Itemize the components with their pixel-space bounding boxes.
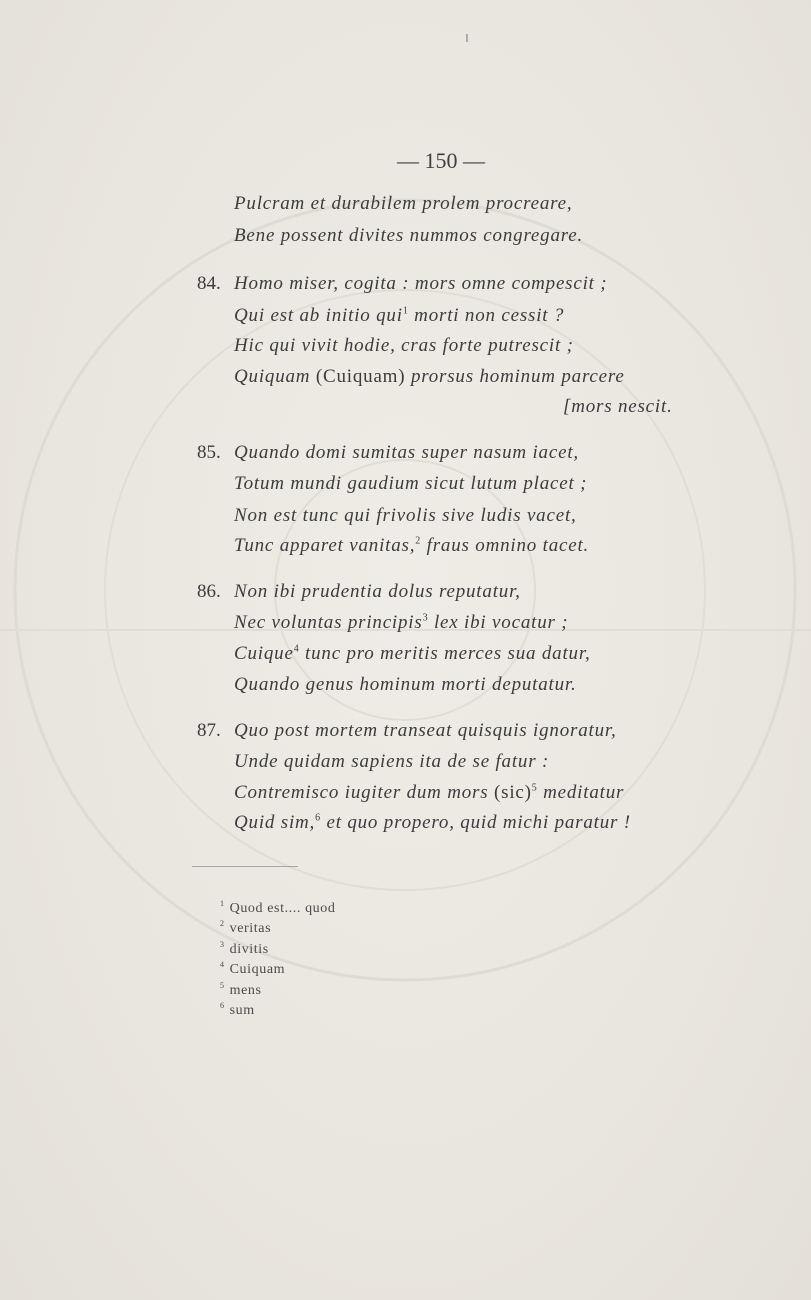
verse-line: Quo post mortem transeat quisquis ignoratur, <box>234 720 617 741</box>
library-stamp-watermark <box>0 160 811 1060</box>
footnote-ref: 6 <box>315 812 321 824</box>
verse-line-overflow: [mors nescit. <box>563 396 673 417</box>
verse-line: Quando domi sumitas super nasum iacet, <box>234 442 579 463</box>
verse-line: Homo miser, cogita : mors omne compescit ; <box>234 273 608 294</box>
verse-line: Hic qui vivit hodie, cras forte putrescit ; <box>234 335 574 356</box>
stanza-number: 86. <box>197 581 221 602</box>
verse-line: Non est tunc qui frivolis sive ludis vacet, <box>234 505 577 526</box>
page-number: — 150 — <box>397 148 485 173</box>
stanza-number: 84. <box>197 273 221 294</box>
stanza-number: 85. <box>197 442 221 463</box>
footnote: $^1$ Quod est.... quod <box>220 899 336 916</box>
verse-line: Quando genus hominum morti deputatur. <box>234 674 577 695</box>
verse-line: Quiquam (Cuiquam) prorsus hominum parcere <box>234 366 625 387</box>
footnote-separator <box>192 866 298 867</box>
footnote-ref: 4 <box>293 643 300 655</box>
footnote: $^5$ mens <box>220 981 262 998</box>
footnote: $^2$ veritas <box>220 919 272 936</box>
verse-line: Contremisco iugiter dum mors (sic)$^5$ meditatur <box>234 782 625 803</box>
verse-line: Pulcram et durabilem prolem procreare, <box>234 193 573 214</box>
footnote-ref: 2 <box>415 535 422 547</box>
footnote: $^4$ Cuiquam <box>220 960 286 977</box>
verse-line: Cuique$^4$ tunc pro meritis merces sua datur, <box>234 643 591 664</box>
verse-line: Nec voluntas principis$^3$ lex ibi vocatur ; <box>234 612 569 633</box>
verse-line: Tunc apparet vanitas,$^2$ fraus omnino tacet. <box>234 535 590 556</box>
verse-line: Bene possent divites nummos congregare. <box>234 225 584 246</box>
top-mark: ı <box>465 30 469 46</box>
footnote: $^3$ divitis <box>220 940 269 957</box>
verse-line: Totum mundi gaudium sicut lutum placet ; <box>234 473 588 494</box>
footnote: $^6$ sum <box>220 1001 255 1018</box>
verse-line: Quid sim,$^6$ et quo propero, quid michi paratur ! <box>234 812 631 833</box>
footnote-ref: 3 <box>422 612 429 624</box>
verse-line: Qui est ab initio qui$^1$ morti non cessit ? <box>234 305 565 326</box>
footnote-ref: 5 <box>531 782 538 794</box>
verse-line: Unde quidam sapiens ita de se fatur : <box>234 751 550 772</box>
footnote-ref: 1 <box>402 305 409 317</box>
stanza-number: 87. <box>197 720 221 741</box>
verse-line: Non ibi prudentia dolus reputatur, <box>234 581 521 602</box>
